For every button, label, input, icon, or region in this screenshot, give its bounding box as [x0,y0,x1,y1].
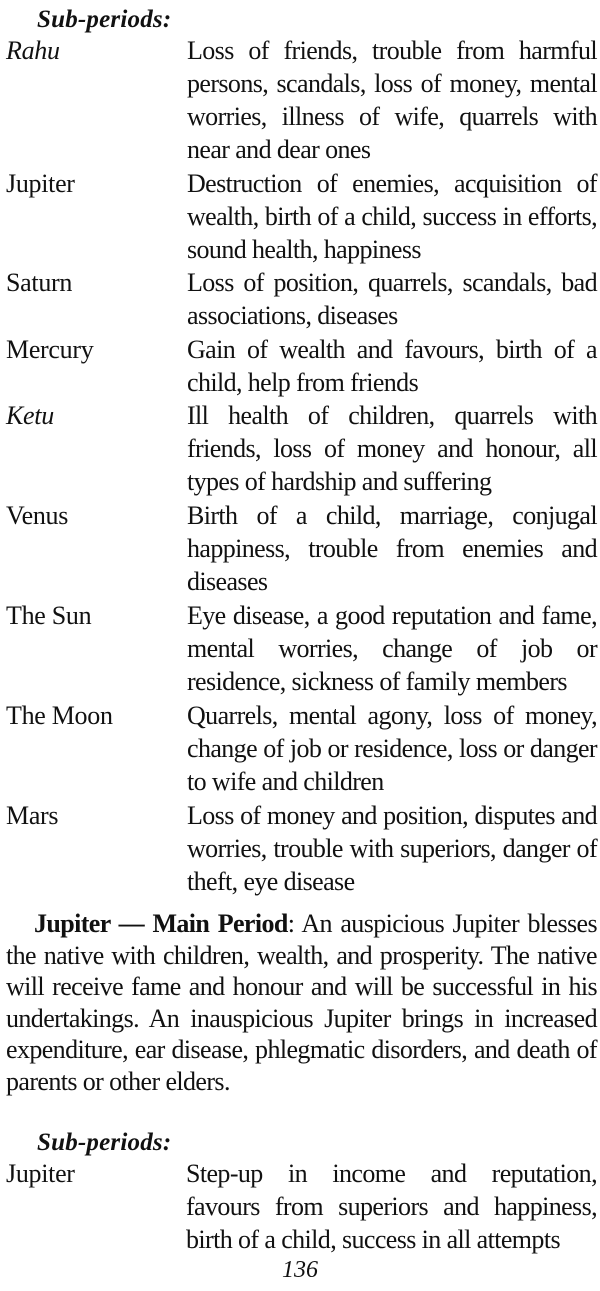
sub-periods-heading: Sub-periods: [37,6,172,33]
sub-period-effects: Ill health of children, quarrels with friends, loss of money and honour, all types of hardship and suffering [187,401,597,496]
planet-name: Saturn [6,268,73,297]
sub-period-effects: Destruction of enemies, acquisition of wealth, birth of a child, success in efforts, sound health, happiness [187,169,597,264]
sub-period-effects: Gain of wealth and favours, birth of a child, help from friends [187,335,597,397]
sub-period-effects: Loss of money and position, disputes and worries, trouble with superiors, danger of theft, eye disease [187,801,597,896]
sub-period-effects: Loss of friends, trouble from harmful persons, scandals, loss of money, mental worries, illness of wife, quarrels with near and dear ones [187,36,597,164]
planet-name: Ketu [6,401,54,430]
planet-name: Mars [6,801,59,830]
planet-name: Jupiter [6,169,75,198]
planet-name: The Moon [6,701,113,730]
sub-period-effects: Step-up in income and reputation, favours from superiors and happiness, birth of a child, success in all attempts [186,1159,597,1254]
sub-period-effects: Birth of a child, marriage, conjugal happiness, trouble from enemies and diseases [187,501,597,596]
sub-periods-heading-2: Sub-periods: [37,1129,172,1156]
planet-name: Mercury [6,335,94,364]
main-period-heading: Jupiter — Main Period [34,909,288,938]
main-period-paragraph [6,908,597,1098]
sub-period-effects: Loss of position, quarrels, scandals, bad associations, diseases [187,268,597,330]
planet-name: Rahu [6,36,60,65]
sub-period-effects: Quarrels, mental agony, loss of money, change of job or residence, loss or danger to wife and children [187,701,597,796]
planet-name: Jupiter [6,1159,75,1188]
planet-name: Venus [6,501,69,530]
page-number: 136 [282,1257,318,1283]
main-period-text: : An auspicious Jupiter blesses the native with children, wealth, and prosperity. The native will receive fame and honour and will be successful in his undertakings. An inauspicious Jupiter brings in increased expenditure, ear disease, phlegmatic disorders, and death of parents or other elders. [6,909,597,1096]
sub-period-effects: Eye disease, a good reputation and fame, mental worries, change of job or residence, sickness of family members [187,601,597,696]
planet-name: The Sun [6,601,92,630]
